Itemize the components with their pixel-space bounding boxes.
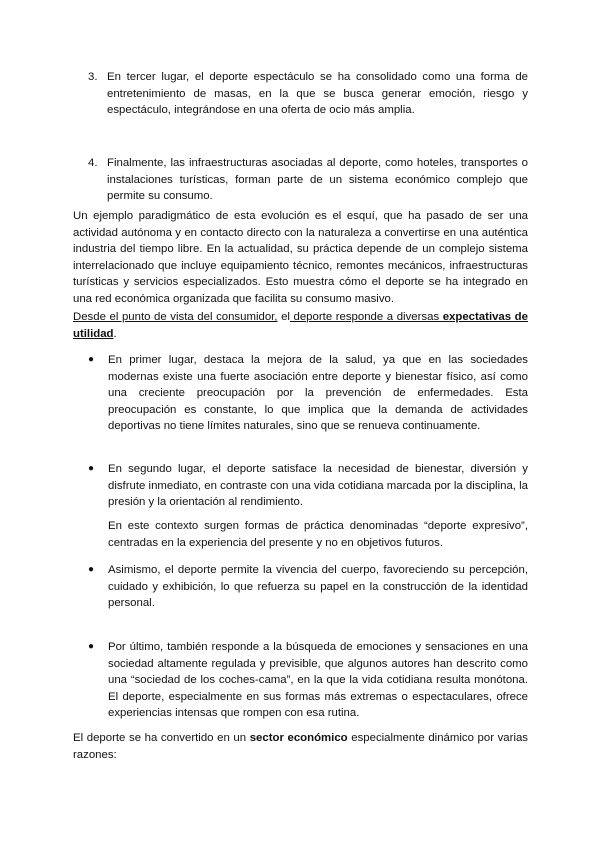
bullet-text: Asimismo, el deporte permite la vivencia del cuerpo, favoreciendo su percepción, cuidado y exhibición, lo que refuerza su papel en la construcción de la identidad personal. xyxy=(108,564,528,610)
text-fragment: especialmente dinámico por varias razones: xyxy=(73,732,528,761)
paragraph-consumer-view xyxy=(73,309,528,342)
underlined-phrase: deporte responde a diversas xyxy=(289,311,443,323)
paragraph-economic-sector xyxy=(73,730,528,763)
paragraph-ski-example: Un ejemplo paradigmático de esta evolución es el esquí, que ha pasado de ser una actividad autónoma y en contacto directo con la naturaleza a convertirse en una auténtica industria del tiempo libre. En la actualidad, su práctica depende de un complejo sistema interrelacionado que incluye equipamiento técnico, remontes mecánicos, infraestructuras turísticas y servicios especializados. Esto muestra cómo el deporte se ha integrado en una red económica organizada que facilita su consumo masivo. xyxy=(73,210,528,305)
list-marker: 3. xyxy=(88,71,98,83)
text-fragment: El deporte se ha convertido en un xyxy=(73,732,250,744)
bullet-text: En segundo lugar, el deporte satisface la necesidad de bienestar, diversión y disfrute inmediato, en contraste con una vida cotidiana marcada por la disciplina, la presión y la orientación al rendimiento. xyxy=(108,463,528,509)
underlined-phrase: Desde el punto de vista del consumidor, xyxy=(73,311,278,323)
bullet-icon: ● xyxy=(88,463,95,474)
list-item-text: Finalmente, las infraestructuras asociadas al deporte, como hoteles, transportes o instalaciones turísticas, forman parte de un sistema económico complejo que permite su consumo. xyxy=(107,157,528,203)
list-item-text: En tercer lugar, el deporte espectáculo se ha consolidado como una forma de entretenimiento de masas, en la que se busca generar emoción, riesgo y espectáculo, integrándose en una oferta de ocio más amplia. xyxy=(107,71,528,117)
bullet-text: Por último, también responde a la búsqueda de emociones y sensaciones en una sociedad altamente regulada y previsible, que algunos autores han descrito como una “sociedad de los coches-cama”, en la que la vida cotidiana resulta monótona. El deporte, especialmente en sus formas más extremas o espectaculares, ofrece experiencias intensas que rompen con esa rutina. xyxy=(108,641,528,720)
list-marker: 4. xyxy=(88,157,98,169)
bullet-icon: ● xyxy=(88,354,95,365)
text-fragment: el xyxy=(277,311,290,323)
bullet-extra-text: En este contexto surgen formas de práctica denominadas “deporte expresivo”, centradas en la experiencia del presente y no en objetivos futuros. xyxy=(108,520,528,549)
text-fragment: . xyxy=(113,327,117,340)
bold-underlined-phrase: expectativas de utilidad xyxy=(73,311,528,340)
bullet-icon: ● xyxy=(88,641,95,652)
bullet-icon: ● xyxy=(88,564,95,575)
bold-phrase: sector económico xyxy=(249,732,348,744)
bullet-text: En primer lugar, destaca la mejora de la salud, ya que en las sociedades modernas existe una fuerte asociación entre deporte y bienestar físico, así como una creciente preocupación por la prevención de enfermedades. Esta preocupación es constante, lo que implica que la demanda de actividades deportivas no tiene límites naturales, sino que se renueva continuamente. xyxy=(108,354,528,433)
